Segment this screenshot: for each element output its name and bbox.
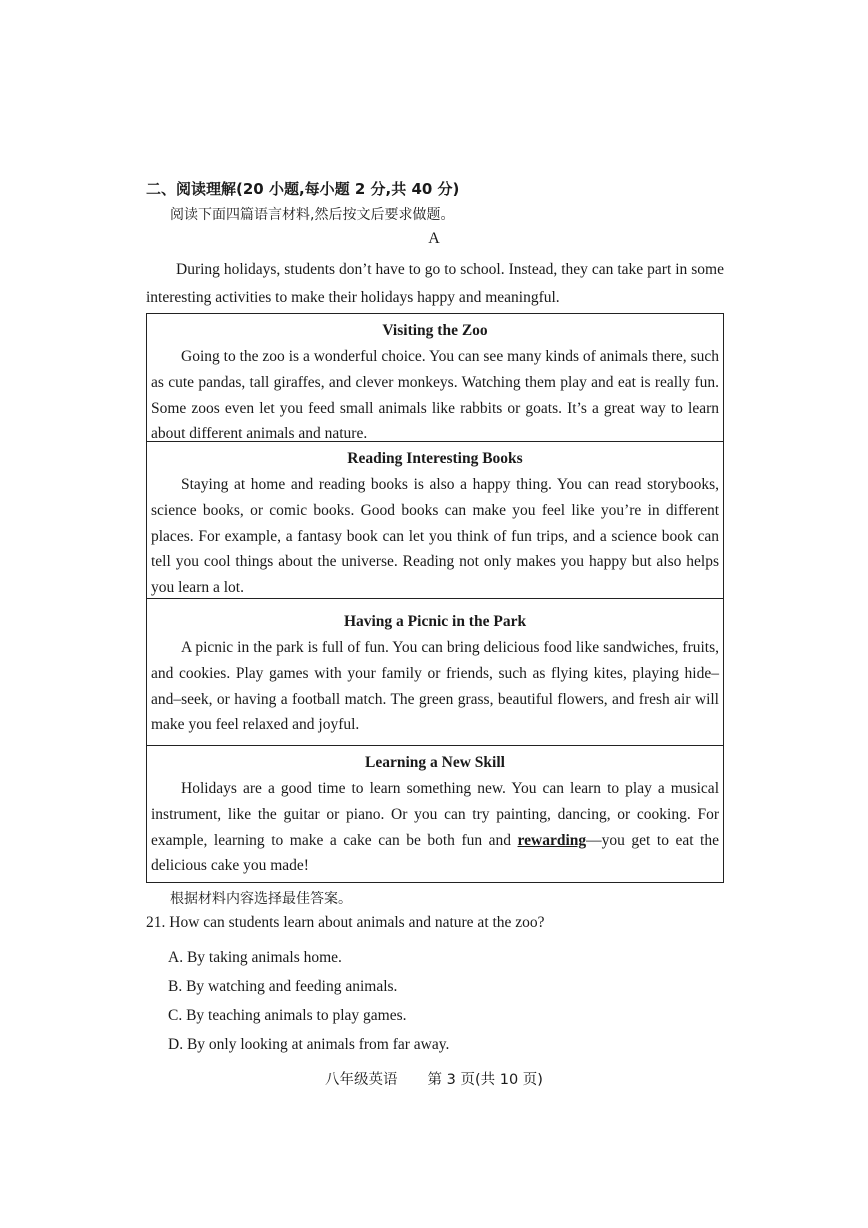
block-title: Reading Interesting Books: [347, 450, 523, 467]
block-text: [151, 776, 719, 879]
questions-instruction: 根据材料内容选择最佳答案。: [170, 891, 352, 907]
footer-page: 第 3 页(共 10 页): [427, 1072, 543, 1088]
option-d: D. By only looking at animals from far away.: [168, 1036, 450, 1053]
passage-letter: A: [428, 230, 440, 247]
block-new-skill: [147, 746, 723, 882]
block-picnic: [147, 599, 723, 746]
block-visiting-zoo: [147, 314, 723, 442]
section-instruction: 阅读下面四篇语言材料,然后按文后要求做题。: [170, 207, 455, 223]
footer-subject: 八年级英语: [325, 1072, 398, 1088]
option-b: B. By watching and feeding animals.: [168, 978, 398, 995]
underlined-word: rewarding: [517, 831, 587, 849]
page-footer: [0, 1068, 868, 1089]
block-text: Staying at home and reading books is also a happy thing. You can read storybooks, science books, or comic books. Good books can make you feel like you’re in different places. For example, a fantasy book can let you think of fun trips, and a science book can tell you cool things about the universe. Reading not only makes you happy but also helps you learn a lot.: [151, 476, 719, 597]
block-text-before: Holidays are a good time to learn something new. You can learn to play a musical instrument, like the guitar or piano. Or you can try painting, dancing, or cooking. For example, learning to make a cake can be both fun and: [151, 780, 719, 849]
block-text-after: —you get to eat the delicious cake you made!: [151, 831, 719, 875]
block-text: A picnic in the park is full of fun. You can bring delicious food like sandwiches, fruits, and cookies. Play games with your family or friends, such as flying kites, playing hide–and–seek, or having a football match. The green grass, beautiful flowers, and fresh air will make you feel relaxed and joyful.: [151, 639, 719, 734]
passage-intro: During holidays, students don’t have to go to school. Instead, they can take part in some interesting activities to make their holidays happy and meaningful.: [146, 261, 724, 306]
option-c: C. By teaching animals to play games.: [168, 1007, 407, 1024]
block-text: Going to the zoo is a wonderful choice. You can see many kinds of animals there, such as cute pandas, tall giraffes, and clever monkeys. Watching them play and eat is really fun. Some zoos even let you feed small animals like rabbits or goats. It’s a great way to learn about different animals and nature.: [151, 348, 719, 443]
option-a: A. By taking animals home.: [168, 949, 342, 966]
block-title: Having a Picnic in the Park: [343, 613, 527, 630]
activities-box: [146, 313, 724, 883]
question-options: [168, 943, 449, 1059]
block-reading-books: [147, 442, 723, 599]
section-title: 二、阅读理解(20 小题,每小题 2 分,共 40 分): [146, 180, 460, 198]
block-title: Visiting the Zoo: [382, 322, 488, 339]
block-title: Learning a New Skill: [365, 754, 505, 771]
question-stem: 21. How can students learn about animals and nature at the zoo?: [146, 914, 545, 931]
